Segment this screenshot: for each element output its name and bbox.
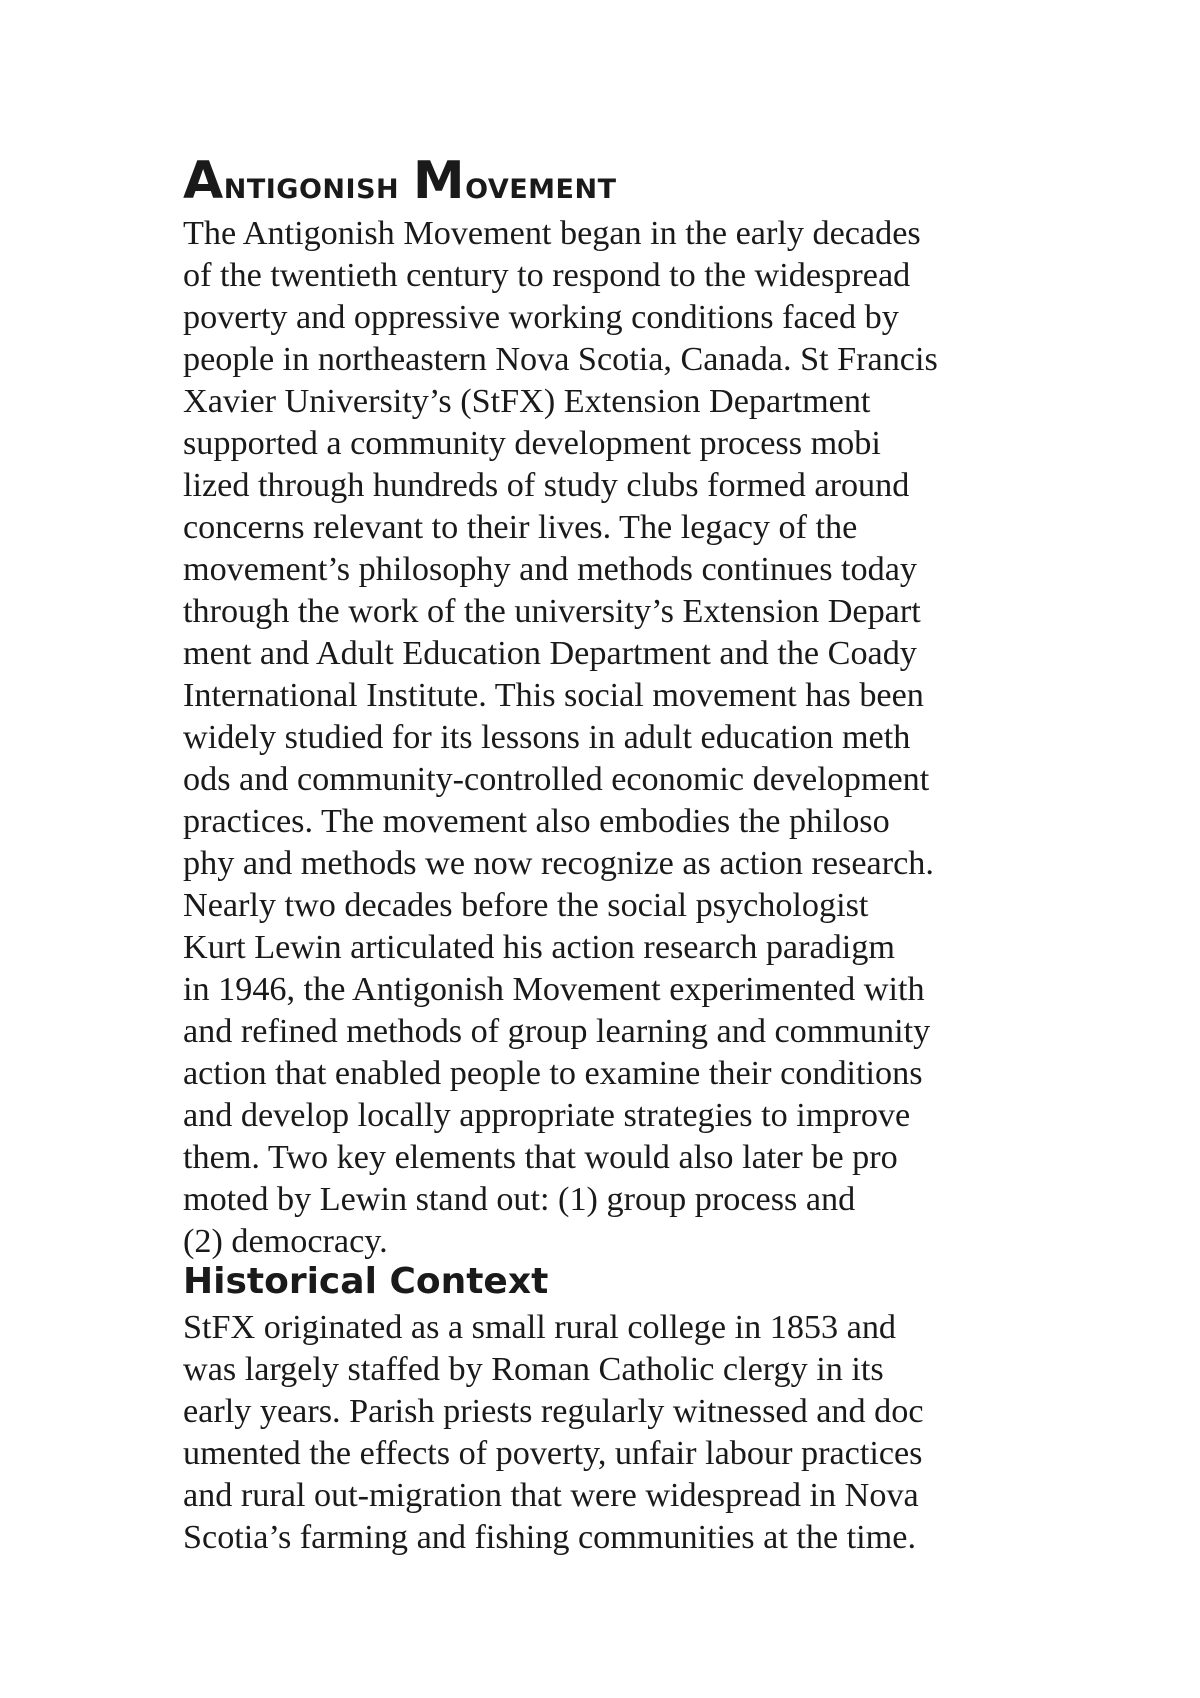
section-heading: Historical Context [183,1261,549,1302]
title-initial-a: A [183,151,224,211]
body-line: Nearly two decades before the social psychologist [183,887,869,924]
body-line: movement’s philosophy and methods continues today [183,551,917,588]
body-line: action that enabled people to examine their conditions [183,1055,923,1092]
body-line: ods and community-controlled economic development [183,761,930,798]
body-line: was largely staffed by Roman Catholic clergy in its [183,1351,884,1388]
body-line: supported a community development process mobi [183,425,881,462]
body-line: and rural out-migration that were widespread in Nova [183,1477,919,1514]
body-line: them. Two key elements that would also later be pro [183,1139,898,1176]
title-word-1-rest: ntigonish [223,163,413,207]
body-line: in 1946, the Antigonish Movement experimented with [183,971,925,1008]
body-line: Scotia’s farming and fishing communities at the time. [183,1519,916,1556]
body-line: people in northeastern Nova Scotia, Canada. St Francis [183,341,938,378]
body-line: phy and methods we now recognize as action research. [183,845,934,882]
body-line: poverty and oppressive working conditions faced by [183,299,899,336]
body-line: umented the effects of poverty, unfair labour practices [183,1435,923,1472]
body-line: widely studied for its lessons in adult education meth [183,719,911,756]
body-line: International Institute. This social movement has been [183,677,924,714]
body-line: lized through hundreds of study clubs formed around [183,467,910,504]
entry-title [183,151,617,215]
body-line: StFX originated as a small rural college in 1853 and [183,1309,897,1346]
body-line: Xavier University’s (StFX) Extension Department [183,383,871,420]
body-line: and refined methods of group learning and community [183,1013,931,1050]
body-line: early years. Parish priests regularly witnessed and doc [183,1393,924,1430]
entry-body-paragraph [183,213,1013,1263]
body-line: practices. The movement also embodies the philoso [183,803,890,840]
body-line: and develop locally appropriate strategies to improve [183,1097,911,1134]
body-line: Kurt Lewin articulated his action research paradigm [183,929,895,966]
body-line: ment and Adult Education Department and the Coady [183,635,917,672]
title-initial-m: M [412,151,466,211]
body-line: of the twentieth century to respond to the widespread [183,257,911,294]
body-line: moted by Lewin stand out: (1) group process and [183,1181,856,1218]
body-line: (2) democracy. [183,1223,388,1260]
section-body-paragraph [183,1307,1013,1559]
body-line: concerns relevant to their lives. The legacy of the [183,509,858,546]
body-line: The Antigonish Movement began in the early decades [183,215,921,252]
body-line: through the work of the university’s Extension Depart [183,593,921,630]
title-word-2-rest: ovement [465,163,617,207]
